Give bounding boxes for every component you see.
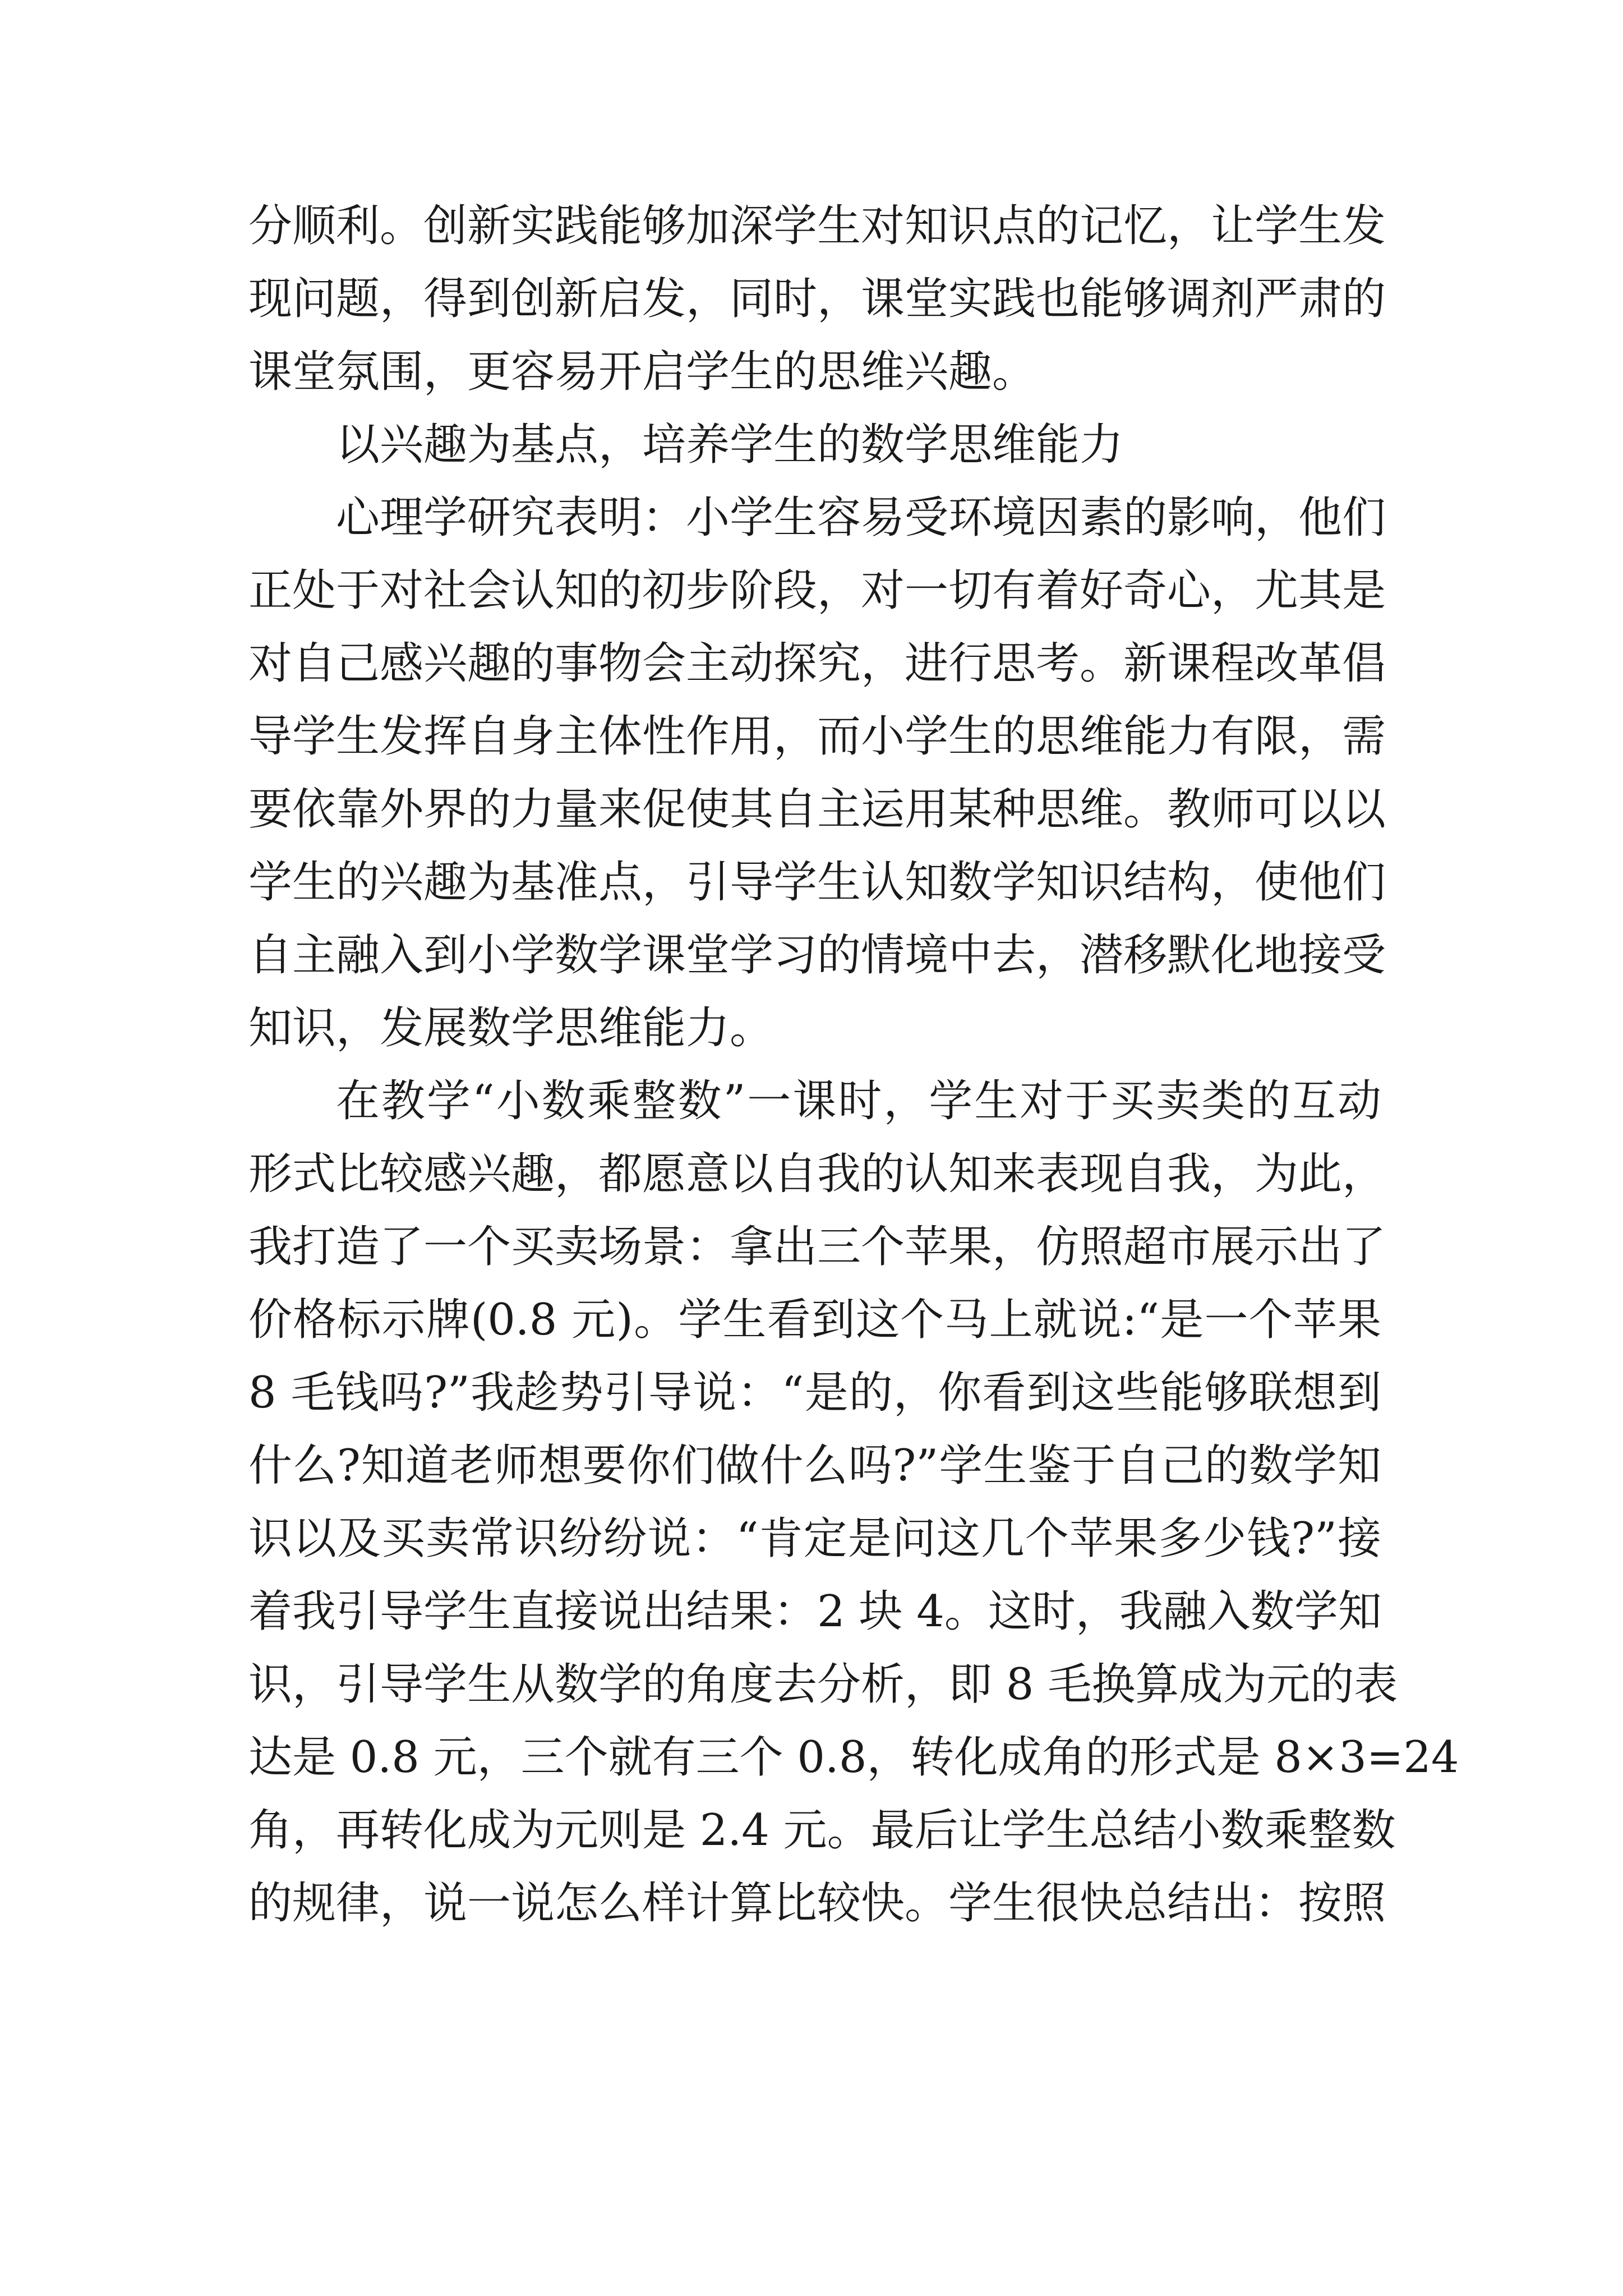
text-line: 的规律，说一说怎么样计算比较快。学生很快总结出：按照 (248, 1878, 1386, 1929)
body-text (248, 190, 1459, 1940)
text-line: 形式比较感兴趣，都愿意以自我的认知来表现自我，为此， (248, 1149, 1386, 1199)
text-line: 要依靠外界的力量来促使其自主运用某种思维。教师可以以 (248, 784, 1386, 835)
text-line: 课堂氛围，更容易开启学生的思维兴趣。 (248, 347, 1036, 397)
text-line: 我打造了一个买卖场景：拿出三个苹果，仿照超市展示出了 (248, 1222, 1386, 1272)
text-line: 对自己感兴趣的事物会主动探究，进行思考。新课程改革倡 (248, 638, 1386, 689)
text-line: 知识，发展数学思维能力。 (248, 1003, 774, 1053)
text-line: 识以及买卖常识纷纷说：“肯定是问这几个苹果多少钱?”接 (248, 1513, 1381, 1564)
text-line: 分顺利。创新实践能够加深学生对知识点的记忆，让学生发 (248, 201, 1386, 251)
text-line: 什么?知道老师想要你们做什么吗?”学生鉴于自己的数学知 (248, 1441, 1381, 1491)
text-line: 在教学“小数乘整数”一课时，学生对于买卖类的互动 (336, 1076, 1381, 1126)
text-line: 自主融入到小学数学课堂学习的情境中去，潜移默化地接受 (248, 930, 1386, 981)
text-line: 价格标示牌(0.8 元)。学生看到这个马上就说:“是一个苹果 (248, 1295, 1381, 1345)
text-line: 正处于对社会认知的初步阶段，对一切有着好奇心，尤其是 (248, 565, 1386, 616)
text-line: 角，再转化成为元则是 2.4 元。最后让学生总结小数乘整数 (248, 1805, 1396, 1856)
text-line: 导学生发挥自身主体性作用，而小学生的思维能力有限，需 (248, 711, 1386, 762)
text-line: 心理学研究表明：小学生容易受环境因素的影响，他们 (336, 493, 1386, 543)
section-heading: 以兴趣为基点，培养学生的数学思维能力 (336, 420, 1124, 470)
text-line: 识，引导学生从数学的角度去分析，即 8 毛换算成为元的表 (248, 1659, 1398, 1710)
text-line: 着我引导学生直接说出结果：2 块 4。这时，我融入数学知 (248, 1586, 1382, 1637)
text-line: 8 毛钱吗?”我趁势引导说：“是的，你看到这些能够联想到 (248, 1368, 1381, 1418)
text-line: 达是 0.8 元，三个就有三个 0.8，转化成角的形式是 8×3=24 (248, 1732, 1459, 1783)
text-line: 现问题，得到创新启发，同时，课堂实践也能够调剂严肃的 (248, 274, 1386, 324)
text-line: 学生的兴趣为基准点，引导学生认知数学知识结构，使他们 (248, 857, 1386, 908)
